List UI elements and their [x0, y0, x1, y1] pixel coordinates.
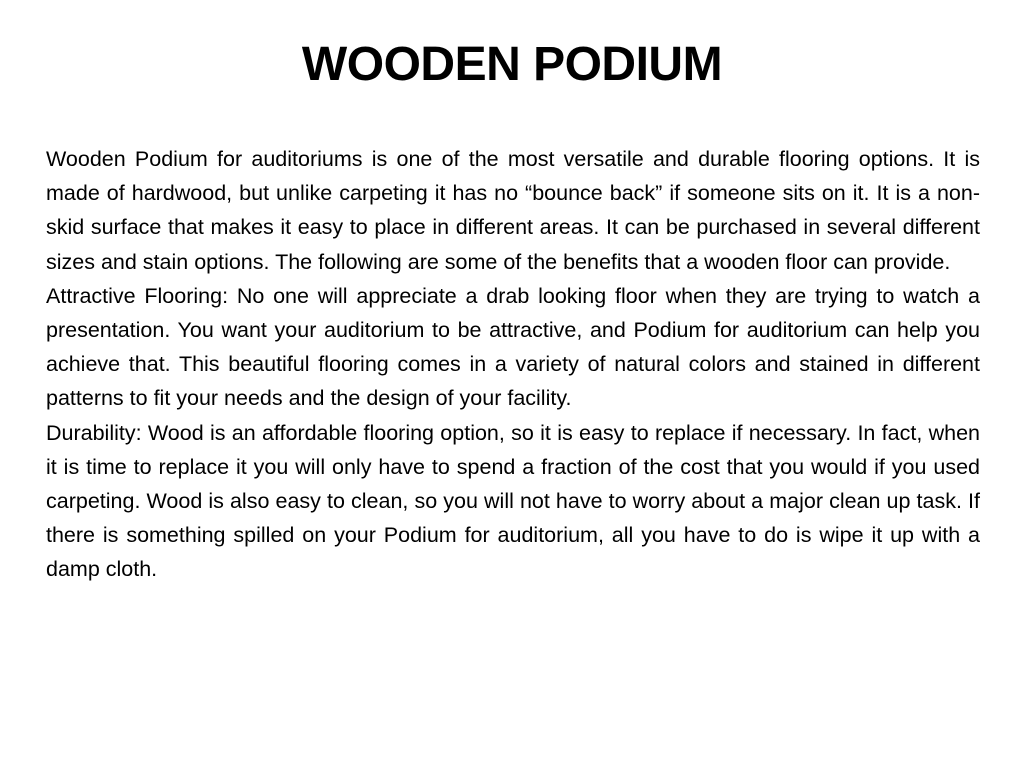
slide-body [46, 142, 980, 587]
slide-title: WOODEN PODIUM [301, 38, 723, 91]
attractive-flooring-paragraph: Attractive Flooring: No one will appreciate a drab looking floor when they are trying to watch a presentation. You want your auditorium to be attractive, and Podium for auditorium can help you achieve that. This beautiful flooring comes in a variety of natural colors and stained in different patterns to fit your needs and the design of your facility. [46, 283, 980, 411]
durability-paragraph: Durability: Wood is an affordable flooring option, so it is easy to replace if necessary. In fact, when it is time to replace it you will only have to spend a fraction of the cost that you would if you used carpeting. Wood is also easy to clean, so you will not have to worry about a major clean up task. If there is something spilled on your Podium for auditorium, all you have to do is wipe it up with a damp cloth. [46, 420, 980, 582]
intro-paragraph: Wooden Podium for auditoriums is one of the most versatile and durable flooring options. It is made of hardwood, but unlike carpeting it has no “bounce back” if someone sits on it. It is a non-skid surface that makes it easy to place in different areas. It can be purchased in several different sizes and stain options. The following are some of the benefits that a wooden floor can provide. [46, 147, 980, 274]
